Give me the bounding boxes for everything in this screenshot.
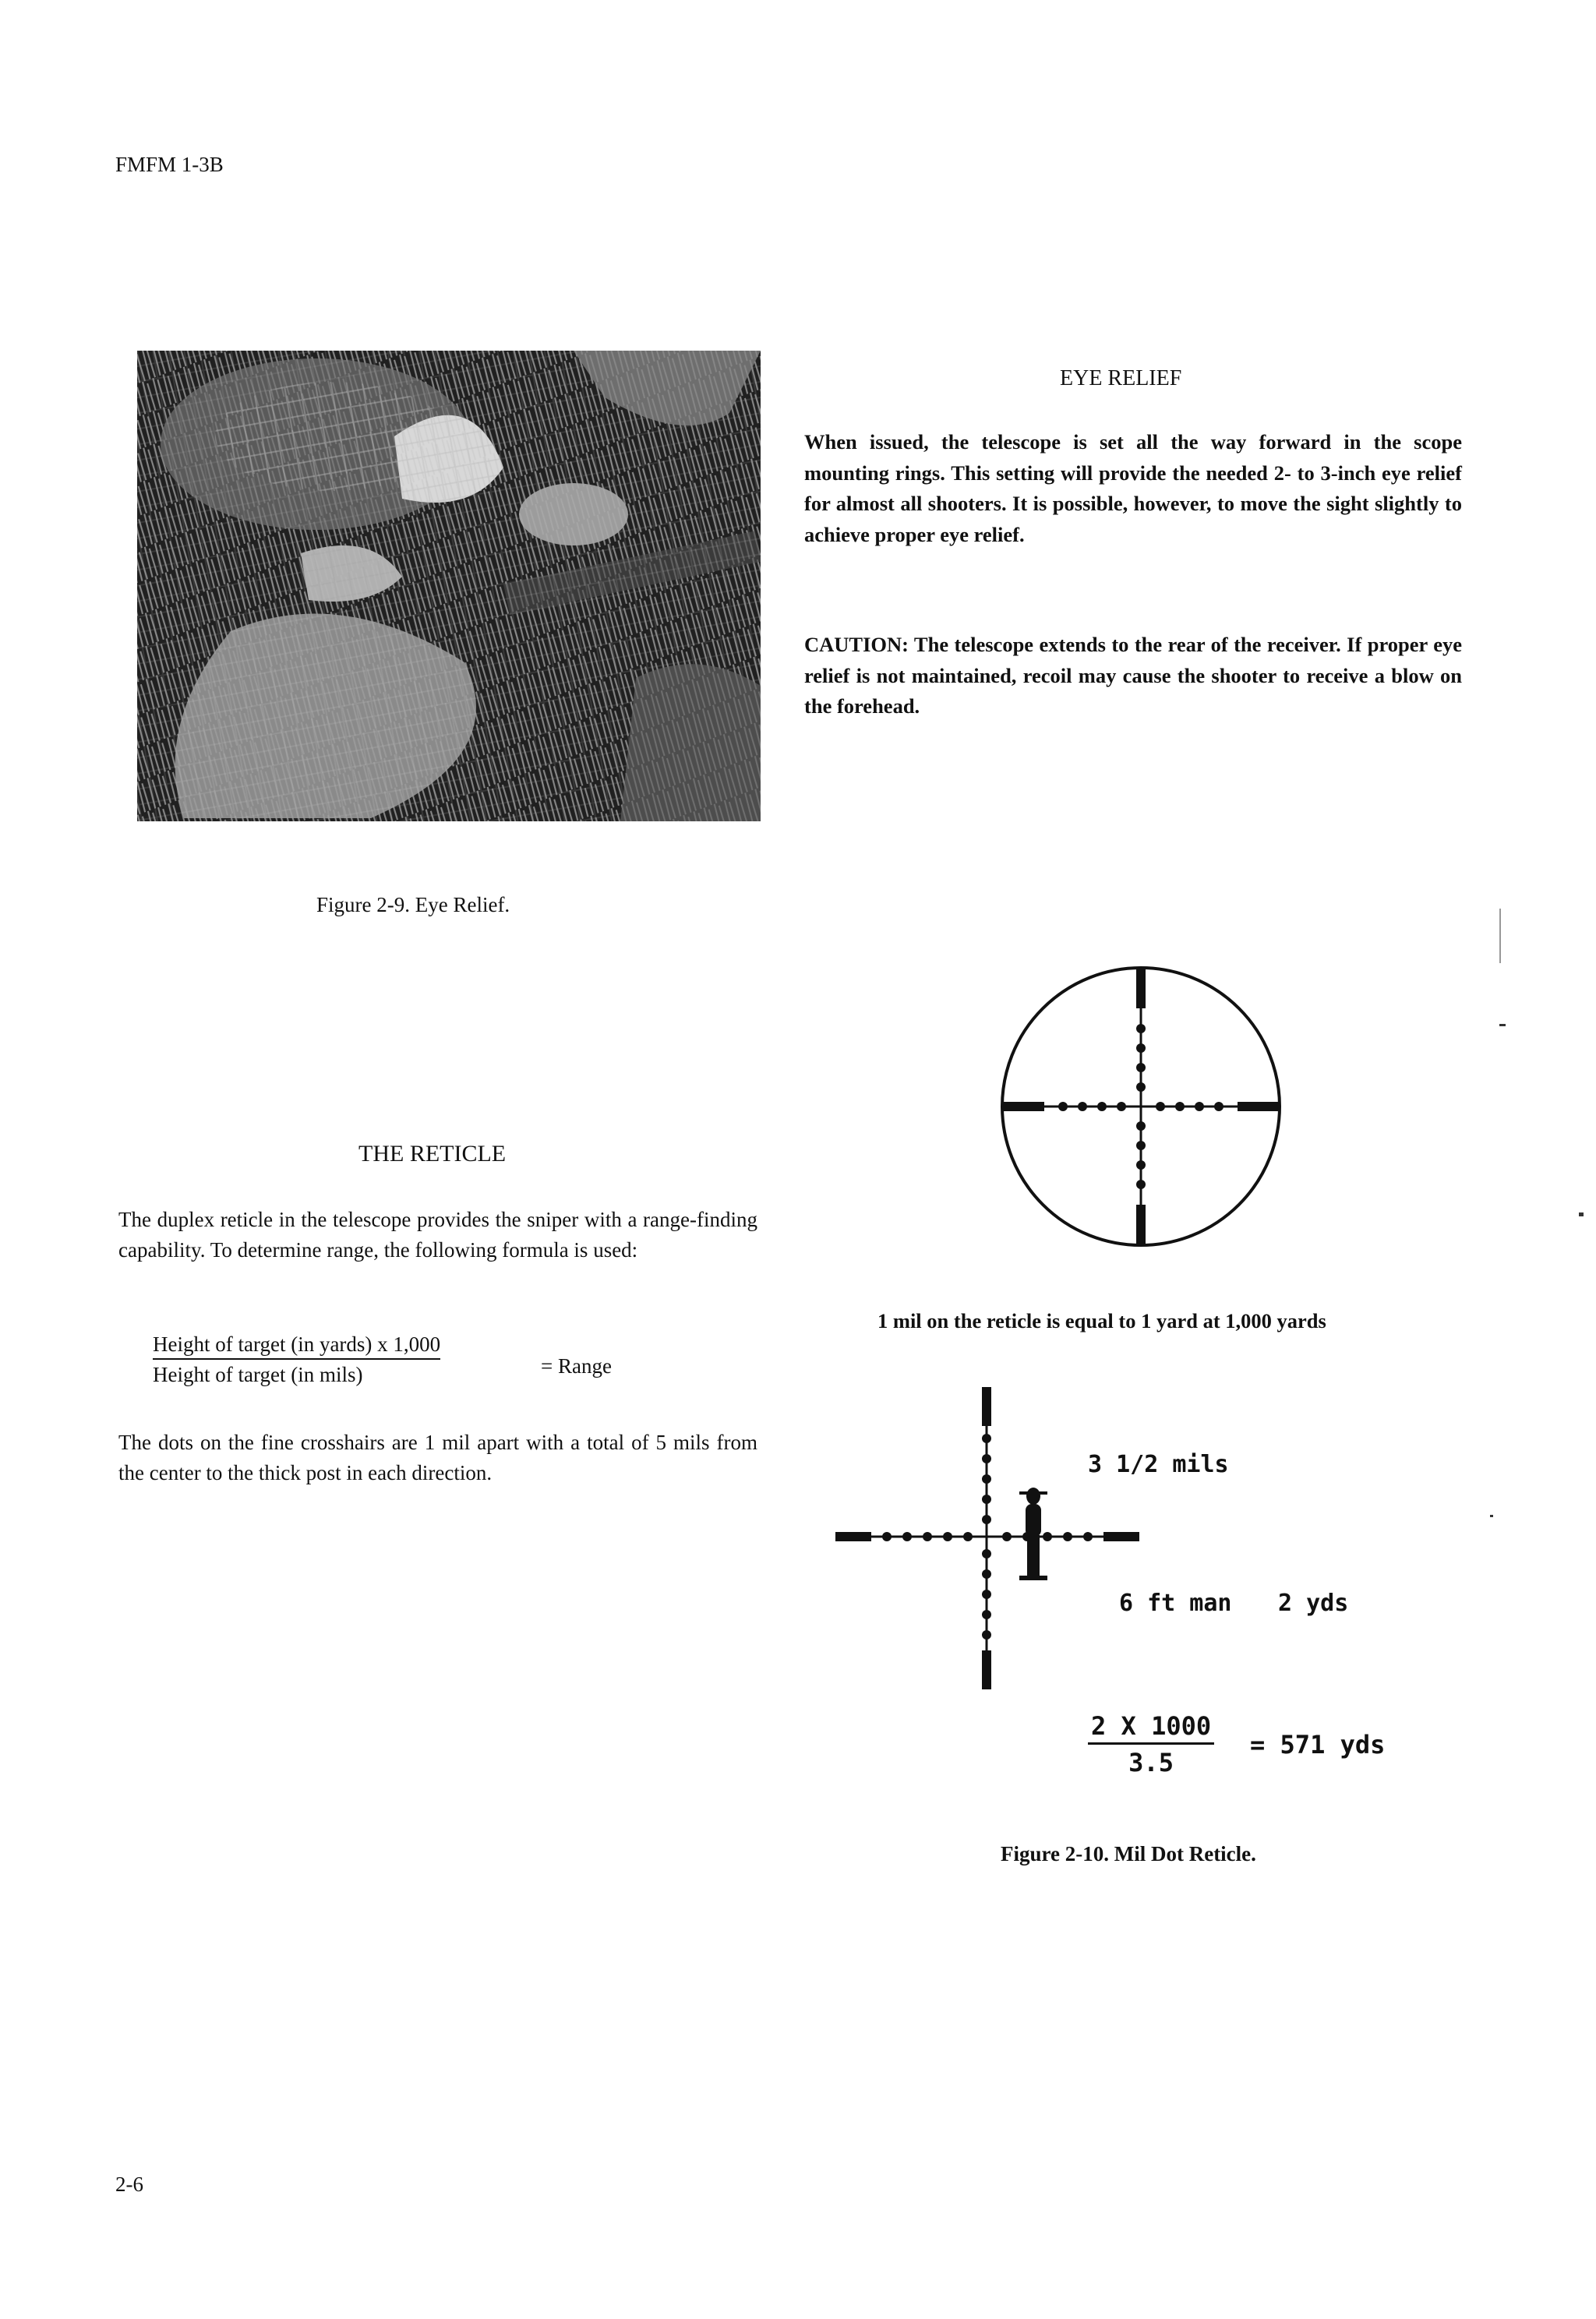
mil-dots-paragraph: The dots on the fine crosshairs are 1 mil apart with a total of 5 mils from the center to the thick post in each direction.	[118, 1431, 757, 1484]
range-formula	[153, 1332, 440, 1387]
calc-denominator: 3.5	[1128, 1748, 1174, 1777]
yards-label: 2 yds	[1278, 1590, 1349, 1617]
scan-speck	[1499, 909, 1501, 963]
reticle-post-bottom	[1136, 1205, 1146, 1245]
mil-dot-range-diagram	[826, 1379, 1153, 1707]
page-number: 2-6	[115, 2173, 143, 2196]
range-formula-denominator: Height of target (in mils)	[153, 1363, 363, 1386]
figure-2-9-caption: Figure 2-9. Eye Relief.	[316, 893, 510, 916]
eye-relief-paragraph: When issued, the telescope is set all the way forward in the scope mounting rings. This setting will provide the needed 2- to 3-inch eye relief for almost all shooters. It is possible, however, to move the sight slightly to achieve proper eye relief.	[804, 430, 1462, 546]
mil-definition-statement: 1 mil on the reticle is equal to 1 yard at 1,000 yards	[877, 1309, 1326, 1332]
scan-speck	[1499, 1024, 1506, 1026]
mildot-post-right	[1103, 1532, 1139, 1541]
scan-speck	[1579, 1212, 1584, 1216]
range-calculation	[1088, 1711, 1214, 1777]
sniper-photo	[137, 351, 761, 821]
mildot-post-bottom	[982, 1650, 991, 1689]
eye-relief-heading: EYE RELIEF	[1060, 366, 1182, 390]
range-formula-result: = Range	[541, 1354, 612, 1378]
reticle-post-right	[1238, 1102, 1278, 1111]
range-formula-numerator: Height of target (in yards) x 1,000	[153, 1332, 440, 1360]
reticle-heading: THE RETICLE	[358, 1141, 507, 1167]
mildot-post-top	[982, 1387, 991, 1426]
scan-speck	[1490, 1515, 1493, 1517]
reticle-post-left	[1004, 1102, 1044, 1111]
reticle-paragraph: The duplex reticle in the telescope provides the sniper with a range-finding capability. To determine range, the following formula is used:	[118, 1208, 757, 1262]
calc-numerator: 2 X 1000	[1088, 1711, 1214, 1745]
eye-relief-caution: CAUTION: The telescope extends to the rear of the receiver. If proper eye relief is not maintained, recoil may cause the shooter to receive a blow on the forehead.	[804, 633, 1462, 718]
calc-result: = 571 yds	[1250, 1730, 1386, 1760]
running-header: FMFM 1-3B	[115, 153, 224, 176]
figure-2-10-caption: Figure 2-10. Mil Dot Reticle.	[1001, 1842, 1256, 1865]
mils-label: 3 1/2 mils	[1088, 1451, 1229, 1478]
duplex-reticle-diagram	[988, 954, 1300, 1265]
mildot-post-left	[835, 1532, 871, 1541]
reticle-post-top	[1136, 968, 1146, 1008]
man-height-label: 6 ft man	[1119, 1590, 1232, 1617]
